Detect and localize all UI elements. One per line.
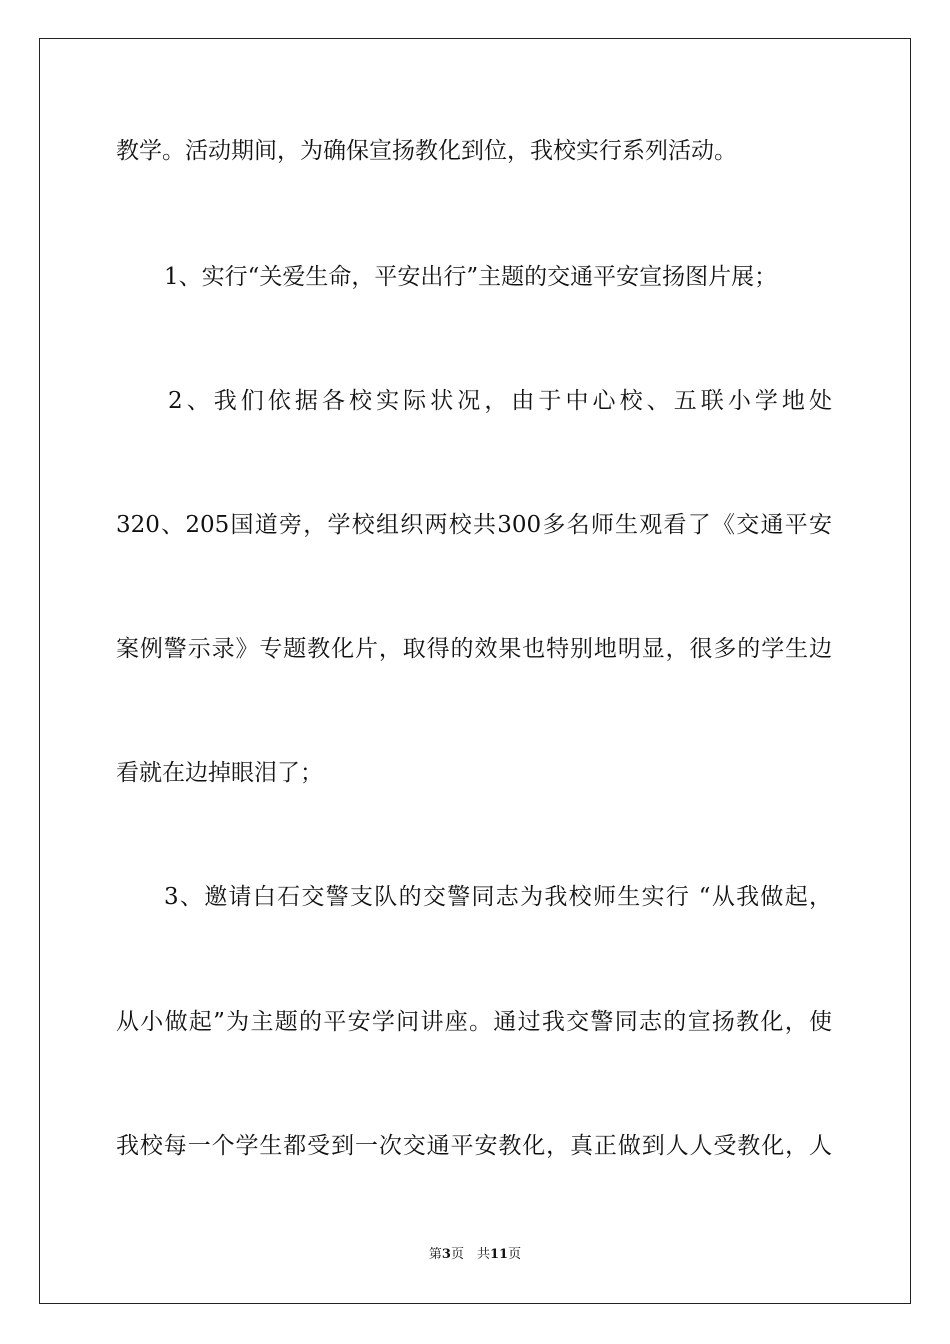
text-line-5: 案例警示录》专题教化片，取得的效果也特别地明显，很多的学生边: [116, 636, 832, 662]
text-line-2: 1、实行“关爱生命，平安出行”主题的交通平安宣扬图片展；: [164, 264, 778, 290]
footer-mid: 页 共: [450, 1247, 490, 1262]
footer-total-pages: 11: [489, 1247, 509, 1262]
text-line-6: 看就在边掉眼泪了；: [116, 760, 323, 786]
page-border: [39, 38, 911, 1304]
text-line-1: 教学。活动期间，为确保宣扬教化到位，我校实行系列活动。: [116, 138, 737, 164]
page-footer: [0, 1246, 950, 1264]
text-line-3: 2、我们依据各校实际状况，由于中心校、五联小学地处: [168, 388, 832, 414]
footer-prefix: 第: [428, 1247, 442, 1262]
footer-current-page: 3: [441, 1247, 451, 1262]
text-line-8: 从小做起”为主题的平安学问讲座。通过我交警同志的宣扬教化，使: [116, 1009, 832, 1035]
text-line-7: 3、邀请白石交警支队的交警同志为我校师生实行 “从我做起，: [164, 884, 832, 910]
text-line-9: 我校每一个学生都受到一次交通平安教化，真正做到人人受教化，人: [116, 1133, 832, 1159]
text-line-4: 320、205国道旁，学校组织两校共300多名师生观看了《交通平安: [116, 512, 832, 538]
footer-suffix: 页: [508, 1247, 522, 1262]
